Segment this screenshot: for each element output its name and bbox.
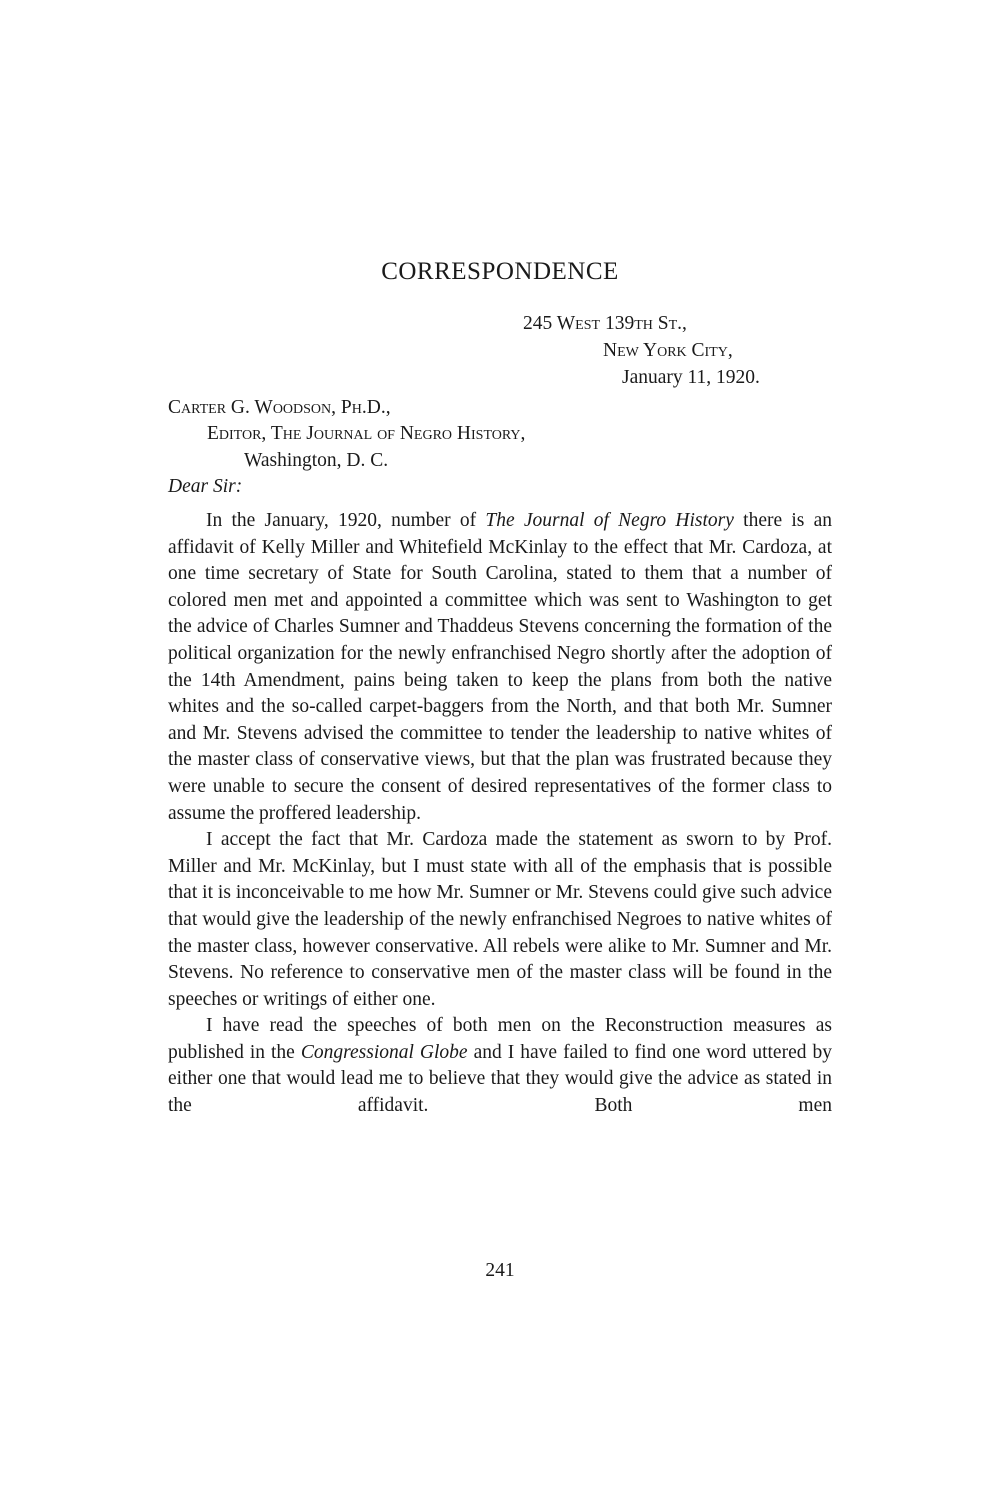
sender-address-street: 245 West 139th St., [523, 313, 687, 334]
paragraph-3-text-a: I have read the speeches of both men on the Reconstruction measures as published in the [168, 1015, 832, 1063]
letter-date: January 11, 1920. [622, 367, 760, 388]
congressional-globe-title: Congressional Globe [300, 1041, 468, 1063]
journal-title: The Journal of Negro History [485, 510, 734, 531]
recipient-place: Washington, D. C. [244, 450, 389, 471]
page-number: 241 [485, 1260, 515, 1281]
paragraph-3-text-b: and I have failed to find one word uttered by either one that would lead me to believe that they would give the advice as stated in the affidavit. Both men [168, 1041, 832, 1117]
paragraph-3 [168, 1013, 832, 1119]
recipient-name: Carter G. Woodson, Ph.D., [168, 397, 391, 418]
paragraph-1-text-a: In the January, 1920, number of [206, 510, 486, 531]
paragraph-2: I accept the fact that Mr. Cardoza made the statement as sworn to by Prof. Miller and Mr. McKinlay, but I must state with all of the emphasis that is possible that it is inconceivable to me how Mr. Sumner or Mr. Stevens could give such advice that would give the leadership of the newly enfranchised Negroes to native whites of the master class, however conservative. All rebels were alike to Mr. Sumner and Mr. Stevens. No reference to conservative men of the master class will be found in the speeches or writings of either one. [168, 829, 832, 1010]
letter-body [168, 508, 832, 1120]
page-title: CORRESPONDENCE [381, 258, 619, 285]
paragraph-1-text-b: there is an affidavit of Kelly Miller and Whitefield McKinlay to the effect that Mr. Cardoza, at one time secretary of State for South Carolina, stated to them that a number of colored men met and appointed a committee which was sent to Washington to get the advice of Charles Sumner and Thaddeus Stevens concerning the formation of the political organization for the newly enfranchised Negro shortly after the adoption of the 14th Amendment, pains being taken to keep the plans from both the native whites and the so-called carpet-baggers from the North, and that both Mr. Sumner and Mr. Stevens advised the committee to tender the leadership to native whites of the master class of conservative views, but that the plan was frustrated because they were unable to secure the consent of desired representatives of the former class to assume the proffered leadership. [168, 510, 832, 824]
salutation: Dear Sir: [168, 476, 243, 497]
paragraph-1 [168, 508, 832, 827]
recipient-title: Editor, The Journal of Negro History, [207, 423, 526, 444]
sender-address-city: New York City, [603, 340, 733, 361]
